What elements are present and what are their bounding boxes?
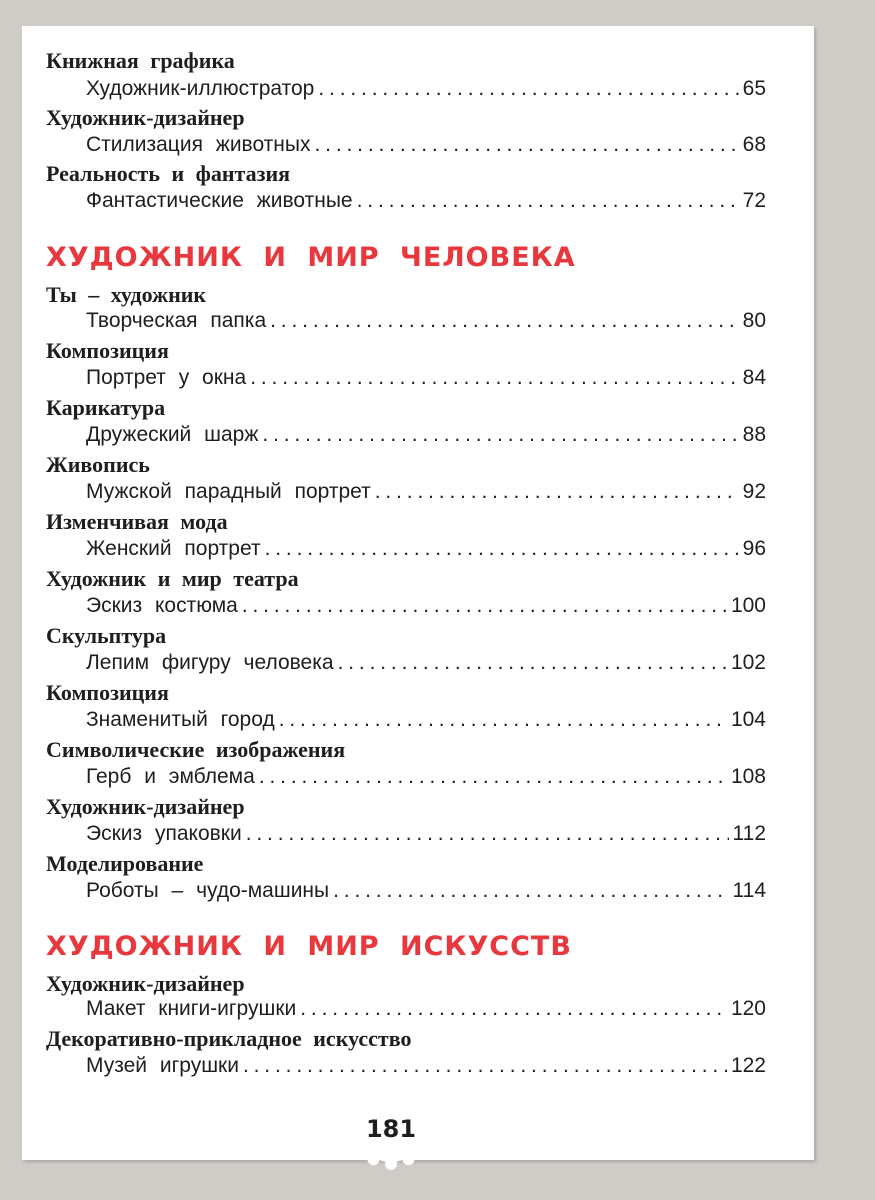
toc-entry[interactable] xyxy=(86,420,766,450)
book-page xyxy=(22,26,814,1160)
toc-topic: Декоративно-прикладное искусство xyxy=(46,1026,412,1051)
toc-entry[interactable] xyxy=(86,819,766,849)
toc-topic: Художник-дизайнер xyxy=(46,105,245,130)
toc-entry-page: 122 xyxy=(730,1054,766,1077)
toc-entry-page: 88 xyxy=(742,423,766,446)
toc-entry-title: Творческая папка xyxy=(86,309,267,332)
section-heading: ХУДОЖНИК И МИР ИСКУССТВ xyxy=(46,931,572,962)
toc-topic: Ты – художник xyxy=(46,282,207,307)
toc-entry-page: 80 xyxy=(742,309,766,332)
toc-entry[interactable] xyxy=(86,648,766,678)
toc-entry[interactable] xyxy=(86,876,766,906)
toc-topic: Композиция xyxy=(46,680,169,705)
toc-entry-title: Макет книги-игрушки xyxy=(86,997,297,1020)
toc-entry-title: Эскиз упаковки xyxy=(86,822,242,845)
dot-leader xyxy=(318,74,738,104)
toc-entry-page: 100 xyxy=(730,594,766,617)
toc-entry[interactable] xyxy=(86,186,766,216)
toc-entry[interactable] xyxy=(86,762,766,792)
toc-entry-title: Портрет у окна xyxy=(86,366,247,389)
toc-entry-page: 65 xyxy=(742,77,766,100)
dot-leader xyxy=(338,648,727,678)
dot-leader xyxy=(375,477,739,507)
dot-leader xyxy=(242,591,727,621)
toc-entry-page: 112 xyxy=(732,822,766,845)
dot-leader xyxy=(270,306,739,336)
toc-topic: Художник-дизайнер xyxy=(46,794,245,819)
toc-entry-page: 72 xyxy=(742,189,766,212)
toc-entry-page: 68 xyxy=(742,133,766,156)
toc-entry[interactable] xyxy=(86,705,766,735)
toc-entry[interactable] xyxy=(86,477,766,507)
page-number: 181 xyxy=(365,1115,417,1143)
toc-entry-title: Художник-иллюстратор xyxy=(86,77,315,100)
toc-topic: Реальность и фантазия xyxy=(46,161,291,186)
toc-entry[interactable] xyxy=(86,534,766,564)
toc-entry[interactable] xyxy=(86,994,766,1024)
toc-entry-title: Герб и эмблема xyxy=(86,765,255,788)
dot-leader xyxy=(265,534,739,564)
toc-topic: Художник и мир театра xyxy=(46,566,299,591)
section-heading: ХУДОЖНИК И МИР ЧЕЛОВЕКА xyxy=(46,242,576,273)
toc-entry[interactable] xyxy=(86,363,766,393)
toc-entry-title: Эскиз костюма xyxy=(86,594,238,617)
toc-topic: Скульптура xyxy=(46,623,167,648)
dot-leader xyxy=(243,1051,727,1081)
dot-leader xyxy=(246,819,729,849)
toc-topic: Художник-дизайнер xyxy=(46,971,245,996)
toc-topic: Символические изображения xyxy=(46,737,346,762)
toc-entry[interactable] xyxy=(86,1051,766,1081)
toc-entry[interactable] xyxy=(86,74,766,104)
toc-topic: Изменчивая мода xyxy=(46,509,228,534)
toc-entry[interactable] xyxy=(86,306,766,336)
toc-entry-title: Знаменитый город xyxy=(86,708,275,731)
dot-leader xyxy=(300,994,727,1024)
toc-entry-title: Стилизация животных xyxy=(86,133,311,156)
dot-leader xyxy=(250,363,738,393)
toc-entry-title: Фантастические животные xyxy=(86,189,353,212)
toc-entry-page: 120 xyxy=(730,997,766,1020)
page-number-badge xyxy=(350,1088,432,1170)
toc-entry-page: 96 xyxy=(742,537,766,560)
dot-leader xyxy=(259,762,727,792)
toc-entry-title: Мужской парадный портрет xyxy=(86,480,371,503)
toc-entry[interactable] xyxy=(86,591,766,621)
toc-topic: Карикатура xyxy=(46,395,166,420)
toc-entry-title: Женский портрет xyxy=(86,537,261,560)
dot-leader xyxy=(279,705,727,735)
toc-entry-page: 108 xyxy=(730,765,766,788)
toc-topic: Книжная графика xyxy=(46,48,235,73)
toc-entry-title: Лепим фигуру человека xyxy=(86,651,334,674)
toc-entry-page: 92 xyxy=(742,480,766,503)
toc-entry-title: Музей игрушки xyxy=(86,1054,239,1077)
dot-leader xyxy=(315,130,739,160)
toc-entry-page: 104 xyxy=(730,708,766,731)
toc-topic: Моделирование xyxy=(46,851,204,876)
dot-leader xyxy=(333,876,728,906)
toc-topic: Композиция xyxy=(46,338,169,363)
dot-leader xyxy=(262,420,738,450)
toc-entry-page: 84 xyxy=(742,366,766,389)
toc-topic: Живопись xyxy=(46,452,150,477)
toc-entry-page: 114 xyxy=(732,879,766,902)
toc-entry[interactable] xyxy=(86,130,766,160)
toc-entry-title: Роботы – чудо-машины xyxy=(86,879,330,902)
toc-entry-title: Дружеский шарж xyxy=(86,423,259,446)
dot-leader xyxy=(357,186,739,216)
toc-entry-page: 102 xyxy=(730,651,766,674)
